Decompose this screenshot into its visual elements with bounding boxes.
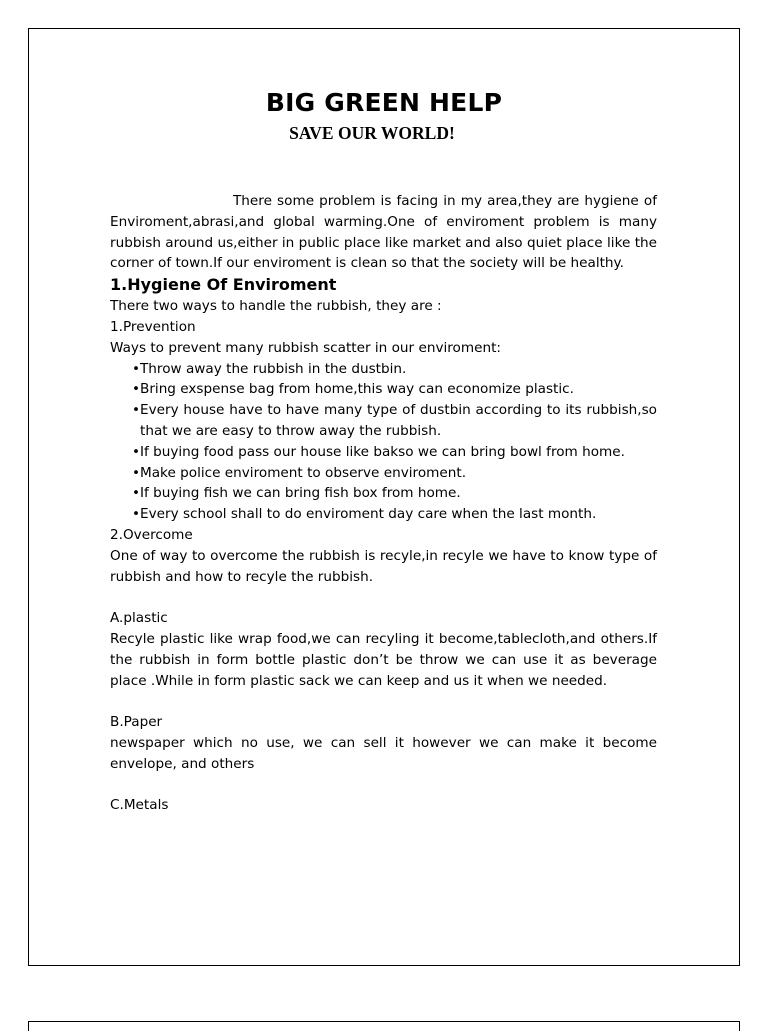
prevention-list: [110, 359, 657, 525]
list-item: • Throw away the rubbish in the dustbin.: [132, 359, 657, 380]
metals-label: C.Metals: [110, 797, 169, 814]
list-item: • Every school shall to do enviroment day care when the last month.: [132, 504, 657, 525]
list-item: • If buying fish we can bring fish box from home.: [132, 483, 657, 504]
list-item: • If buying food pass our house like bakso we can bring bowl from home.: [132, 442, 657, 463]
document-body: [110, 191, 657, 816]
list-item: • Every house have to have many type of dustbin according to its rubbish,so that we are easy to throw away the rubbish.: [132, 400, 657, 442]
section-heading: 1.Hygiene Of Enviroment: [110, 275, 337, 295]
document-title: BIG GREEN HELP: [265, 88, 503, 117]
prevention-label: 1.Prevention: [110, 318, 196, 335]
overcome-label: 2.Overcome: [110, 526, 193, 543]
prevention-lead: Ways to prevent many rubbish scatter in our enviroment:: [110, 339, 501, 356]
section-lead: There two ways to handle the rubbish, they are :: [110, 298, 442, 315]
document-subtitle: SAVE OUR WORLD!: [289, 123, 455, 143]
spacer: [110, 691, 657, 712]
spacer: [110, 587, 657, 608]
plastic-label: A.plastic: [110, 610, 168, 627]
spacer: [110, 775, 657, 796]
next-page-edge: [28, 1021, 740, 1031]
paper-label: B.Paper: [110, 714, 163, 731]
paper-paragraph: newspaper which no use, we can sell it however we can make it become envelope, and others: [110, 734, 657, 772]
list-item: • Bring exspense bag from home,this way can economize plastic.: [132, 379, 657, 400]
list-item: • Make police enviroment to observe enviroment.: [132, 463, 657, 484]
intro-paragraph: There some problem is facing in my area,they are hygiene of Enviroment,abrasi,and global warming.One of enviroment problem is many rubbish around us,either in public place like market and also quiet place like the corner of town.If our enviroment is clean so that the society will be healthy.: [110, 193, 657, 272]
plastic-paragraph: Recyle plastic like wrap food,we can recyling it become,tablecloth,and others.If the rubbish in form bottle plastic don’t be throw we can use it as beverage place .While in form plastic sack we can keep and us it when we needed.: [110, 630, 657, 689]
overcome-paragraph: One of way to overcome the rubbish is recyle,in recyle we have to know type of rubbish and how to recyle the rubbish.: [110, 547, 657, 585]
